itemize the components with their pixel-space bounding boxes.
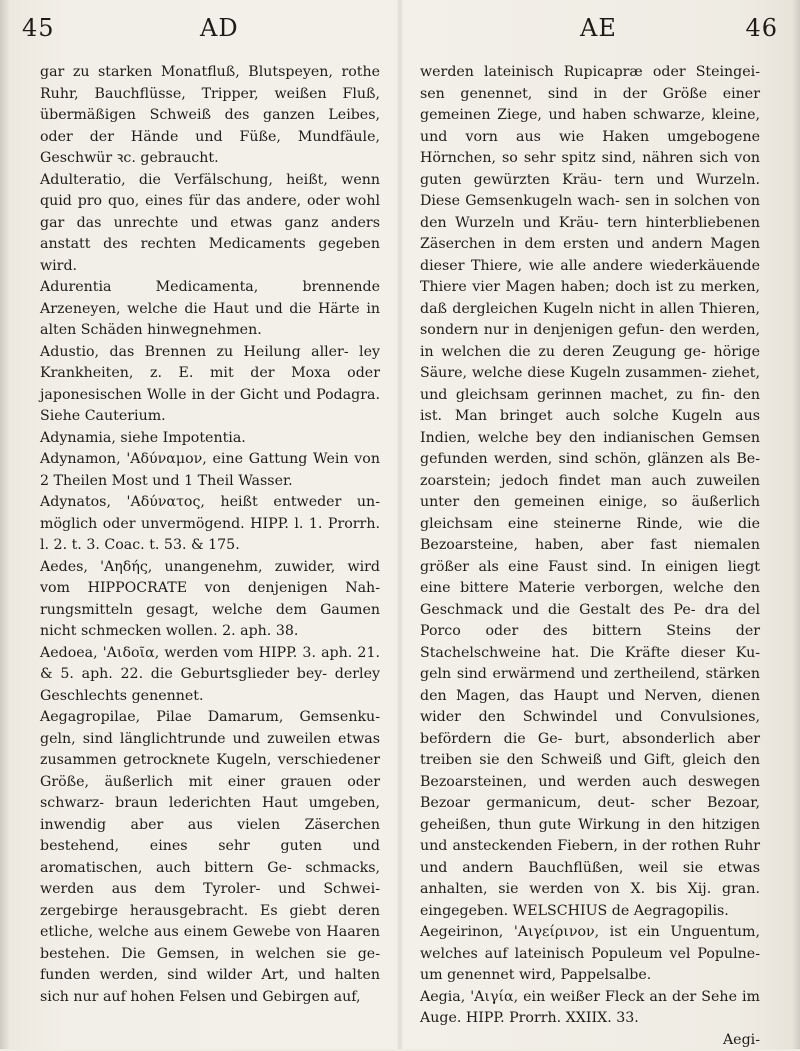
entry-adynatos: Adynatos, 'Αδύνατος, heißt entweder un- möglich oder unvermögend. HIPP. l. 1. Prorrh. l. 2. t. 3. Coac. t. 53. & 175. [40,492,380,557]
entry-aedes: Aedes, 'Αηδής, unangenehm, zuwider, wird vom HIPPOCRATE von denjenigen Nah- rungsmitteln gesagt, welche dem Gaumen nicht schmecken wollen. 2. aph. 38. [40,557,380,643]
gutter-fold [397,0,403,1049]
entry-adurentia: Adurentia Medicamenta, brennende Arzeneyen, welche die Haut und die Härte in alten Schäden hinwegnehmen. [40,277,380,342]
catchword: Aegi- [420,1030,760,1051]
entry-aedoea: Aedoea, 'Αιδοῖα, werden vom HIPP. 3. aph. 21. & 5. aph. 22. die Geburtsglieder bey- derley Geschlechts genennet. [40,643,380,708]
left-text-column [40,62,380,1008]
entry-aegagropilae-continued: werden lateinisch Rupicapræ oder Steingei- sen genennet, sind in der Größe einer gemeinen Ziege, und haben schwarze, kleine, und vorn aus wie Haken umgebogene Hörnchen, so sehr spitz sind, nähren sich von guten gewürzten Kräu- tern und Wurzeln. Diese Gemsenkugeln wach- sen in solchen von den Wurzeln und Kräu- tern hinterbliebenen Zäserchen in dem ersten und andern Magen dieser Thiere, wie alle andere wiederkäuende Thiere vier Magen haben; doch ist zu merken, daß dergleichen Kugeln nicht in allen Thieren, sondern nur in denjenigen gefun- den werden, in welchen die zu deren Zeugung ge- hörige Säure, welche diese Kugeln zusammen- ziehet, und gleichsam gerinnen machet, zu fin- den ist. Man bringet auch solche Kugeln aus Indien, welche bey den indianischen Gemsen gefunden werden, sind schön, glänzen als Be- zoarstein; jedoch findet man auch zuweilen unter den gemeinen einige, so äußerlich gleichsam eine steinerne Rinde, wie die Bezoarsteine, haben, aber fast niemalen größer als eine Faust sind. In einigen liegt eine bittere Materie verborgen, welche den Geschmack und die Gestalt des Pe- dra del Porco oder des bittern Steins der Stachelschweine hat. Die Kräfte dieser Ku- geln sind erwärmend und zertheilend, stärken den Magen, das Haupt und Nerven, dienen wider den Schwindel und Convulsiones, befördern die Ge- burt, absonderlich aber treiben sie den Schweiß und Gift, gleich den Bezoarsteinen, und werden auch deswegen Bezoar germanicum, deut- scher Bezoar, geheißen, thun gute Wirkung in den hitzigen und ansteckenden Fiebern, in der rothen Ruhr und andern Bauchflüßen, weil sie etwas anhalten, sie werden von X. bis Xij. gran. eingegeben. WELSCHIUS de Aegragopilis. [420,62,760,922]
entry-adulteratio: Adulteratio, die Verfälschung, heißt, wenn quid pro quo, eines für das andere, oder wohl gar das unrechte und etwas ganz anders anstatt des rechten Medicaments gegeben wird. [40,170,380,278]
left-page-number: 45 [22,14,55,42]
entry-aegagropilae: Aegagropilae, Pilae Damarum, Gemsenku- geln, sind länglichtrunde und zuweilen etwas zusammen getrocknete Kugeln, verschiedener Größe, äußerlich mit einer grauen oder schwarz- braun lederichten Haut umgeben, inwendig aber aus vielen Zäserchen bestehend, eines sehr guten und aromatischen, auch bittern Ge- schmacks, werden aus dem Tyroler- und Schwei- zergebirge herausgebracht. Es giebt deren etliche, welche aus einem Gewebe von Haaren bestehen. Die Gemsen, in welchen sie ge- funden werden, sind wilder Art, und halten sich nur auf hohen Felsen und Gebirgen auf, [40,707,380,1008]
right-page-edge [792,0,800,1049]
left-page-edge [0,0,10,1049]
right-page-number: 46 [745,14,778,42]
entry-aegia: Aegia, 'Αιγία, ein weißer Fleck an der Sehe im Auge. HIPP. Prorrh. XXIIX. 33. [420,987,760,1030]
entry-aegeirinon: Aegeirinon, 'Αιγείρινον, ist ein Unguentum, welches auf lateinisch Populeum vel Populne- um genennet wird, Pappelsalbe. [420,922,760,987]
entry-adynamia: Adynamia, siehe Impotentia. [40,428,380,450]
running-header [0,14,800,54]
entry-adynamon: Adynamon, 'Αδύναμον, eine Gattung Wein von 2 Theilen Most und 1 Theil Wasser. [40,449,380,492]
right-text-column [420,62,760,1051]
left-running-head: AD [200,14,239,42]
entry-continuation: gar zu starken Monatfluß, Blutspeyen, rothe Ruhr, Bauchflüsse, Tripper, weißen Fluß, übermäßigen Schweiß des ganzen Leibes, oder der Hände und Füße, Mundfäule, Geschwür ꝛc. gebraucht. [40,62,380,170]
entry-adustio: Adustio, das Brennen zu Heilung aller- ley Krankheiten, z. E. mit der Moxa oder japonesischen Wolle in der Gicht und Podagra. Siehe Cauterium. [40,342,380,428]
right-running-head: AE [580,14,617,42]
